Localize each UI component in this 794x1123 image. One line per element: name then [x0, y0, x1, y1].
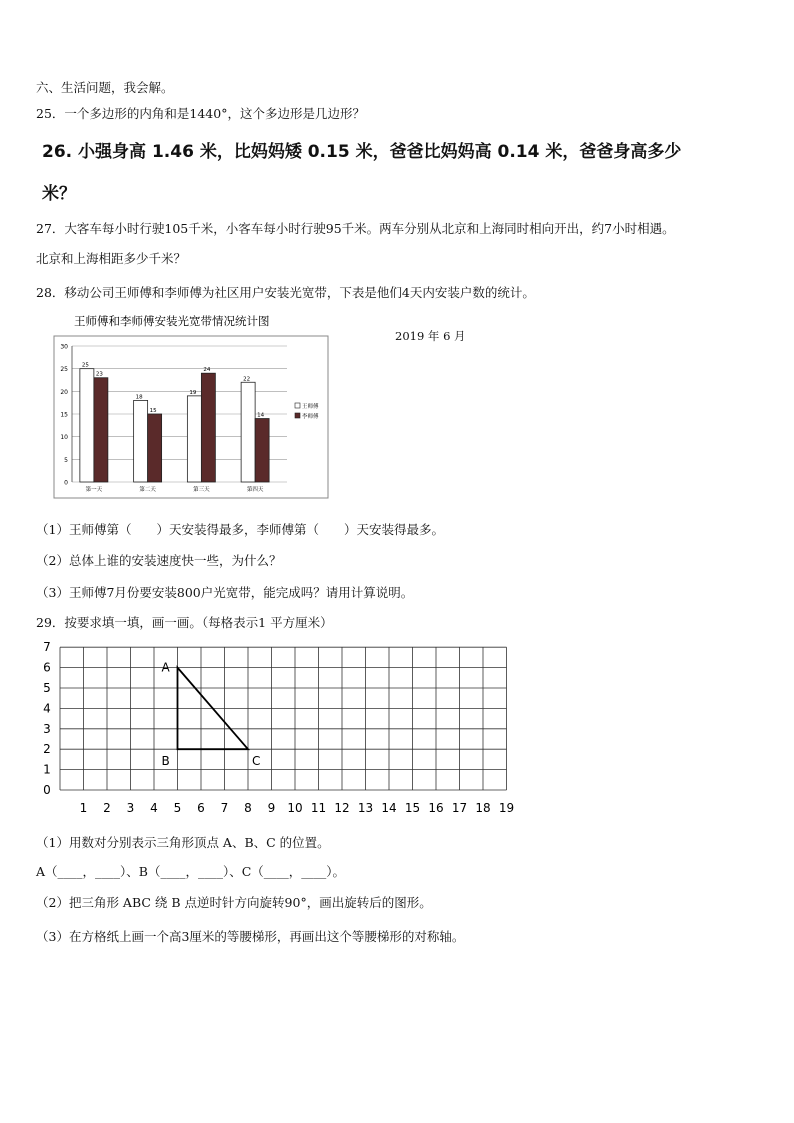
question-29-blanks: A（____，____）、B（____，____）、C（____，____）。 [36, 864, 346, 879]
chart-bar [187, 396, 201, 482]
chart-bar [80, 369, 94, 482]
grid-y-label: 6 [43, 660, 51, 675]
question-29-sub3: （3）在方格纸上画一个高3厘米的等腰梯形，再画出这个等腰梯形的对称轴。 [36, 929, 465, 944]
grid-x-label: 19 [498, 801, 515, 815]
grid-x-label: 2 [103, 801, 111, 815]
grid-x-label: 13 [357, 801, 374, 815]
chart-bar [255, 419, 269, 482]
chart-bar [134, 400, 148, 482]
question-26-line2: 米？ [42, 184, 76, 204]
chart-category-label: 第一天 [85, 487, 103, 493]
grid-x-label: 14 [381, 801, 397, 815]
chart-ytick-label: 5 [64, 456, 68, 464]
grid-y-label: 5 [43, 681, 51, 695]
chart-category-label: 第二天 [139, 487, 156, 493]
vertex-label: A [161, 660, 170, 675]
grid-x-label: 4 [150, 801, 158, 815]
chart-data-label: 15 [149, 408, 157, 414]
coordinate-grid [40, 640, 530, 820]
chart-data-label: 19 [189, 389, 197, 396]
grid-y-label: 4 [43, 701, 51, 716]
chart-bar [94, 378, 108, 482]
grid-x-label: 16 [428, 801, 444, 815]
question-28-sub1: （1）王师傅第（ ）天安装得最多，李师傅第（ ）天安装得最多。 [36, 522, 444, 537]
grid-x-label: 3 [126, 801, 135, 815]
chart-category-label: 第四天 [246, 487, 264, 493]
chart-bar [241, 382, 255, 482]
triangle-abc [162, 661, 261, 769]
chart-ytick-label: 15 [60, 411, 68, 419]
question-28-sub3: （3）王师傅7月份要安装800户光宽带，能完成吗？请用计算说明。 [36, 585, 414, 600]
chart-ytick-label: 0 [64, 479, 68, 487]
grid-x-label: 9 [267, 801, 276, 815]
grid-x-label: 12 [334, 801, 350, 815]
legend-swatch [295, 403, 300, 408]
grid-x-label: 5 [173, 801, 182, 815]
question-27-line1: 27．大客车每小时行驶105千米，小客车每小时行驶95千米。两车分别从北京和上海同时相向开出，约7小时相遇。 [36, 221, 675, 236]
chart-data-label: 25 [81, 362, 89, 369]
chart-date: 2019 年 6 月 [395, 329, 466, 343]
chart-bars [80, 363, 269, 493]
grid-x-label: 7 [220, 801, 229, 815]
chart-data-label: 22 [243, 376, 251, 383]
question-28: 28．移动公司王师傅和李师傅为社区用户安装光宽带，下表是他们4天内安装户数的统计。 [36, 285, 535, 300]
section-title: 六、生活问题，我会解。 [36, 80, 174, 95]
question-29-sub2: （2）把三角形 ABC 绕 B 点逆时针方向旋转90°，画出旋转后的图形。 [36, 895, 432, 910]
bar-chart [52, 312, 372, 507]
grid-x-label: 11 [310, 801, 327, 815]
legend-label: 李师傅 [302, 414, 319, 420]
grid-labels [43, 640, 514, 815]
chart-ytick-label: 30 [60, 343, 68, 351]
grid-x-label: 18 [475, 801, 491, 815]
grid-x-label: 17 [451, 801, 468, 815]
grid-x-label: 8 [244, 801, 252, 815]
question-29: 29．按要求填一填，画一画。（每格表示1 平方厘米） [36, 615, 333, 630]
vertex-label: C [252, 754, 261, 769]
grid-x-label: 1 [79, 801, 88, 815]
grid-y-label: 2 [43, 742, 51, 757]
question-25: 25．一个多边形的内角和是1440°，这个多边形是几边形？ [36, 106, 365, 121]
question-29-sub1: （1）用数对分别表示三角形顶点 A、B、C 的位置。 [36, 835, 330, 850]
chart-category-label: 第三天 [193, 487, 210, 493]
grid-lines [60, 647, 507, 790]
grid-x-label: 10 [287, 801, 303, 815]
chart-bar [148, 414, 162, 482]
question-27-line2: 北京和上海相距多少千米？ [36, 251, 187, 266]
chart-bar [201, 373, 215, 482]
chart-ytick-label: 25 [60, 366, 68, 374]
chart-data-label: 24 [203, 367, 211, 374]
grid-y-label: 3 [43, 721, 51, 736]
chart-ytick-label: 20 [60, 388, 68, 396]
grid-y-label: 1 [43, 762, 51, 777]
grid-x-label: 6 [197, 801, 205, 815]
chart-data-label: 23 [95, 371, 103, 378]
grid-y-label: 7 [43, 640, 51, 655]
chart-title: 王师傅和李师傅安装光宽带情况统计图 [74, 314, 270, 328]
chart-data-label: 14 [257, 412, 265, 419]
chart-data-label: 18 [135, 394, 143, 401]
grid-y-label: 0 [43, 783, 51, 797]
vertex-label: B [161, 754, 170, 769]
question-28-sub2: （2）总体上谁的安装速度快一些，为什么？ [36, 553, 282, 568]
chart-legend [295, 402, 319, 420]
question-26-line1: 26. 小强身高 1.46 米，比妈妈矮 0.15 米，爸爸比妈妈高 0.14 米，爸爸身高多少 [42, 142, 682, 162]
grid-x-label: 15 [404, 801, 421, 815]
legend-label: 王师傅 [302, 404, 319, 410]
legend-swatch [295, 413, 300, 418]
chart-ytick-label: 10 [60, 434, 68, 442]
